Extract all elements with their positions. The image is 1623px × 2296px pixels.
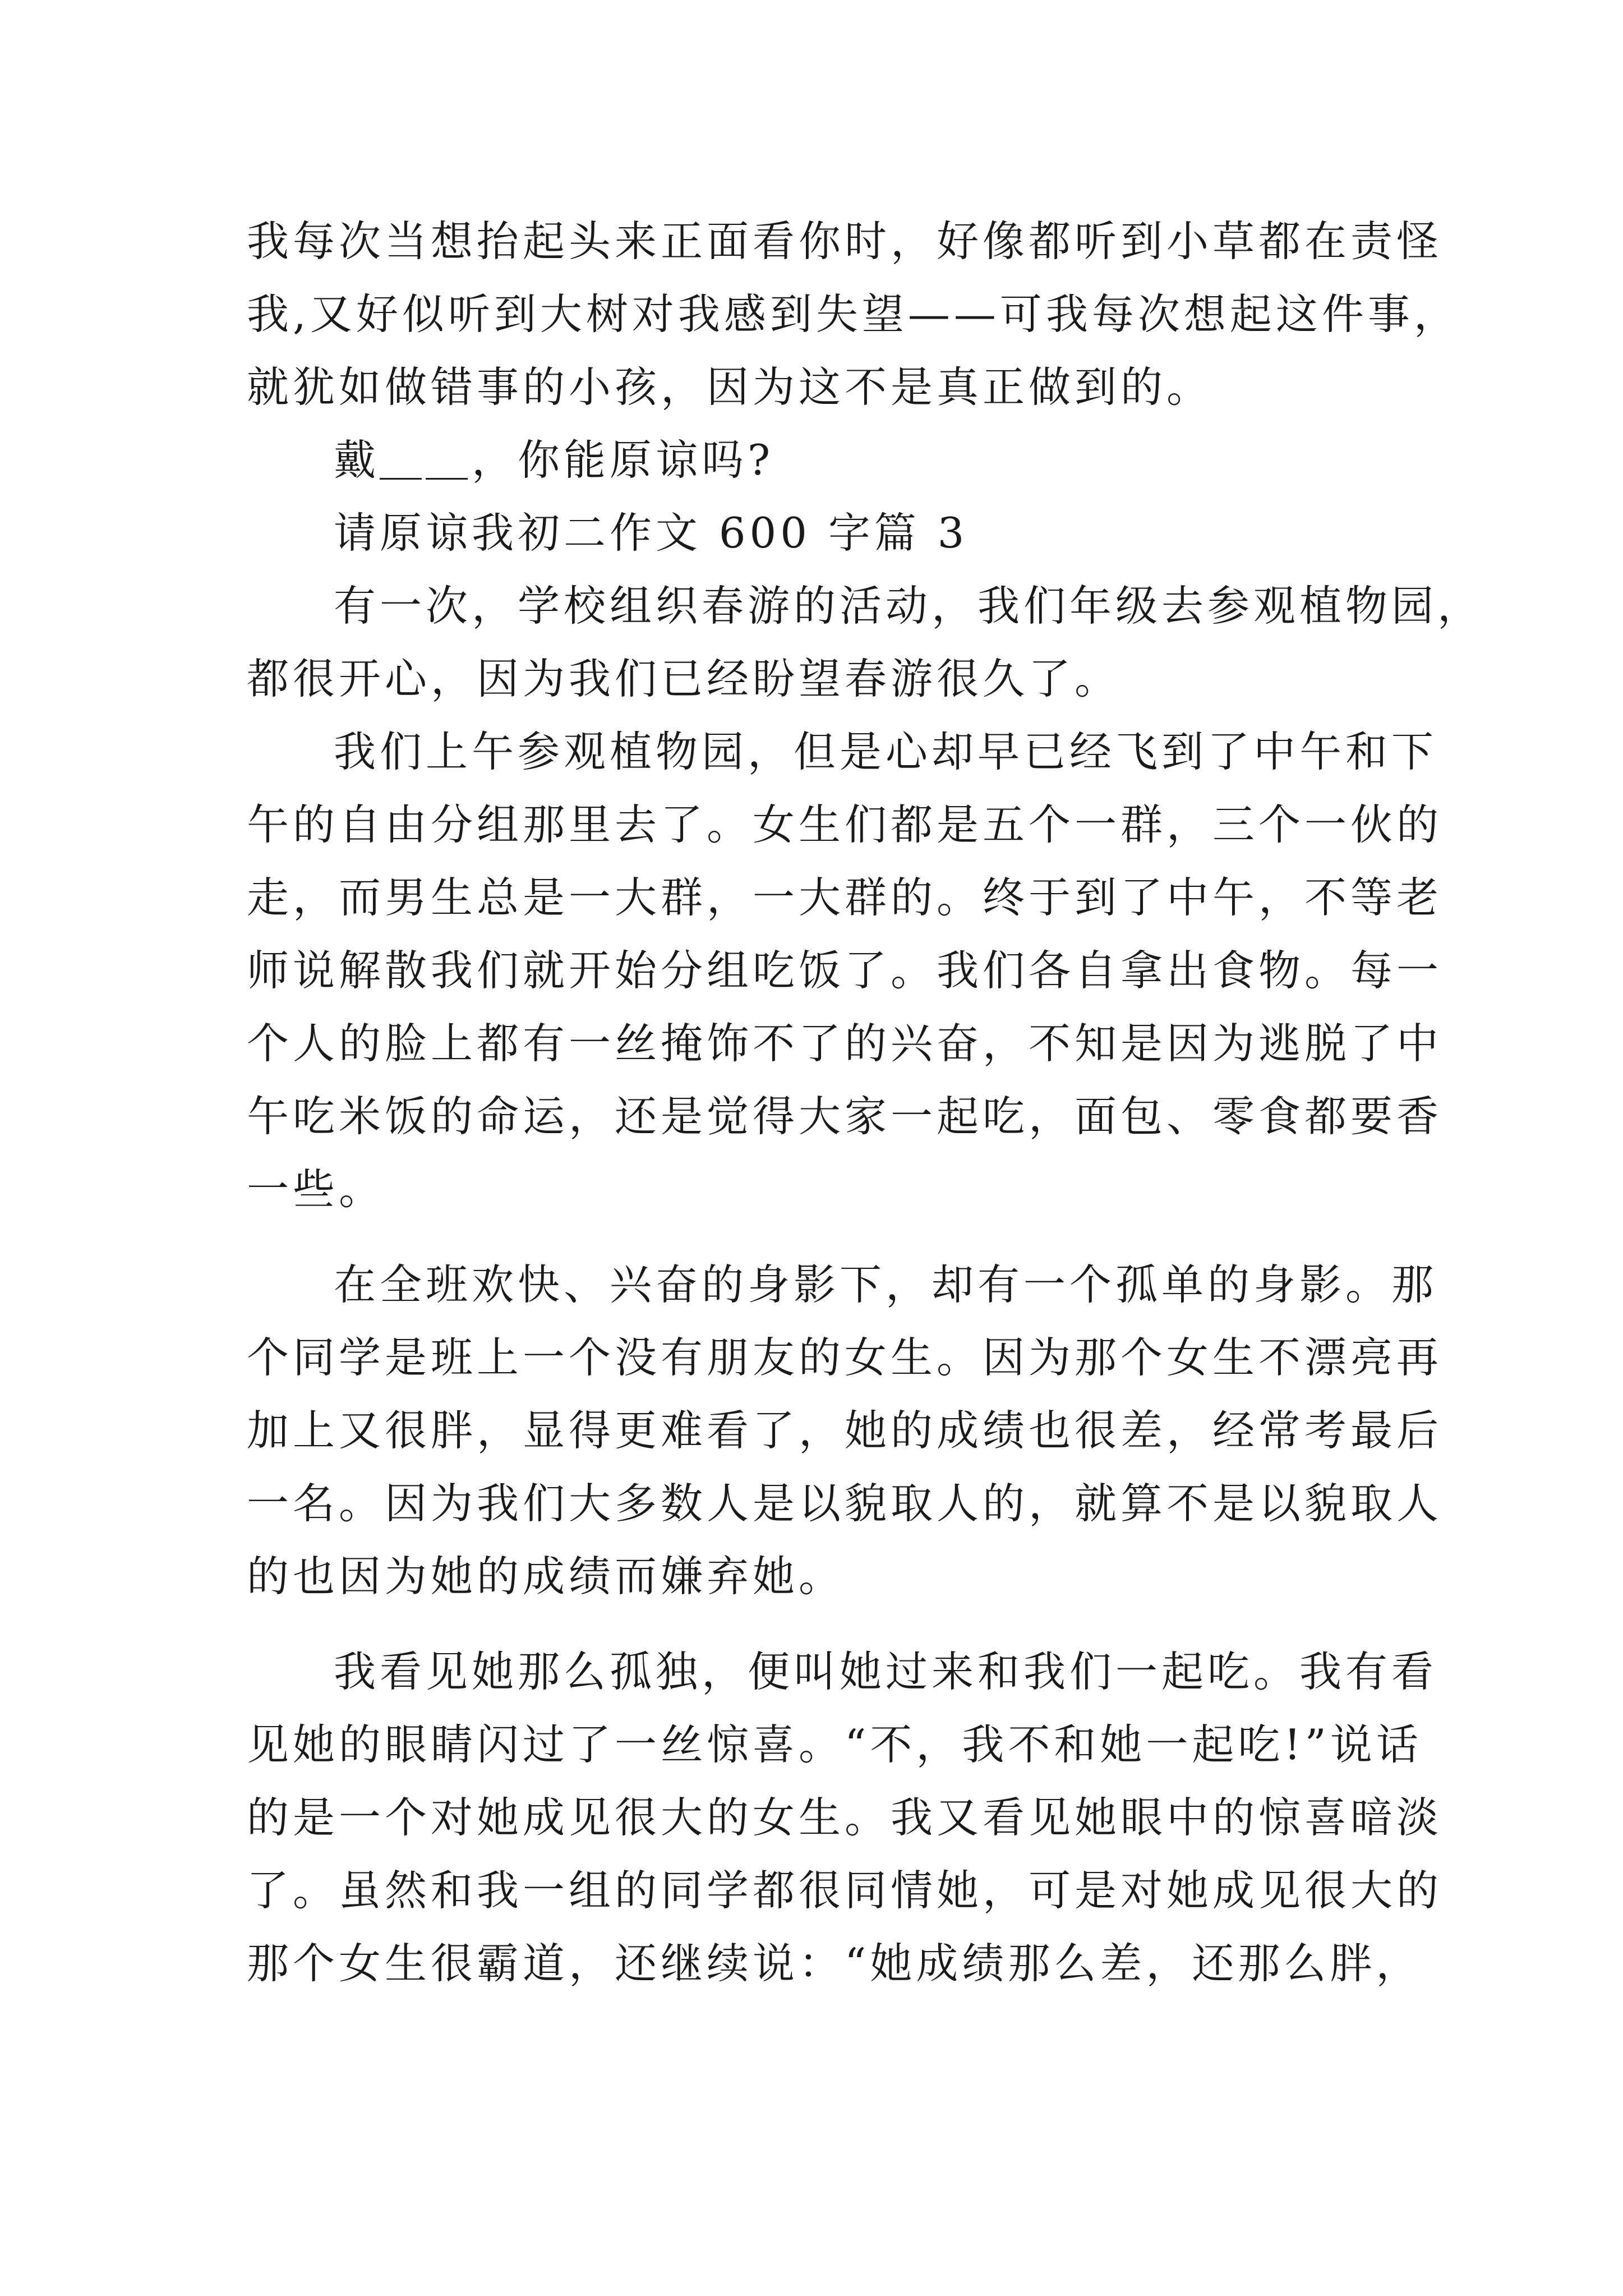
text-line: 一名。因为我们大多数人是以貌取人的，就算不是以貌取人 <box>247 1479 1443 1528</box>
text-line: 加上又很胖，显得更难看了，她的成绩也很差，经常考最后 <box>247 1406 1443 1455</box>
text-line: 一些。 <box>247 1165 385 1214</box>
text-line: 我每次当想抬起头来正面看你时，好像都听到小草都在责怪 <box>247 217 1443 266</box>
text-line: 个同学是班上一个没有朋友的女生。因为那个女生不漂亮再 <box>247 1333 1443 1382</box>
text-line: 个人的脸上都有一丝掩饰不了的兴奋，不知是因为逃脱了中 <box>247 1019 1443 1068</box>
text-line: 午的自由分组那里去了。女生们都是五个一群，三个一伙的 <box>247 800 1443 849</box>
text-line: 就犹如做错事的小孩，因为这不是真正做到的。 <box>247 362 1213 412</box>
text-line: 的也因为她的成绩而嫌弃她。 <box>247 1552 845 1601</box>
text-line: 见她的眼睛闪过了一丝惊喜。“不，我不和她一起吃!”说话 <box>247 1720 1422 1769</box>
text-line: 的是一个对她成见很大的女生。我又看见她眼中的惊喜暗淡 <box>247 1793 1443 1842</box>
text-line: 我们上午参观植物园，但是心却早已经飞到了中午和下 <box>334 727 1438 776</box>
text-line: 师说解散我们就开始分组吃饭了。我们各自拿出食物。每一 <box>247 946 1443 995</box>
text-line: 戴＿＿，你能原谅吗? <box>334 435 774 485</box>
text-line: 我,又好似听到大树对我感到失望——可我每次想起这件事， <box>247 289 1460 339</box>
text-line: 都很开心，因为我们已经盼望春游很久了。 <box>247 654 1121 703</box>
text-line: 在全班欢快、兴奋的身影下，却有一个孤单的身影。那 <box>334 1260 1438 1309</box>
text-line: 走，而男生总是一大群，一大群的。终于到了中午，不等老 <box>247 873 1443 922</box>
text-line: 我看见她那么孤独，便叫她过来和我们一起吃。我有看 <box>334 1647 1438 1696</box>
text-line: 了。虽然和我一组的同学都很同情她，可是对她成见很大的 <box>247 1866 1443 1915</box>
text-line: 有一次，学校组织春游的活动，我们年级去参观植物园， <box>334 581 1484 631</box>
section-heading: 请原谅我初二作文 600 字篇 3 <box>334 508 969 558</box>
text-line: 那个女生很霸道，还继续说：“她成绩那么差，还那么胖， <box>247 1939 1422 1988</box>
text-line: 午吃米饭的命运，还是觉得大家一起吃，面包、零食都要香 <box>247 1092 1443 1141</box>
